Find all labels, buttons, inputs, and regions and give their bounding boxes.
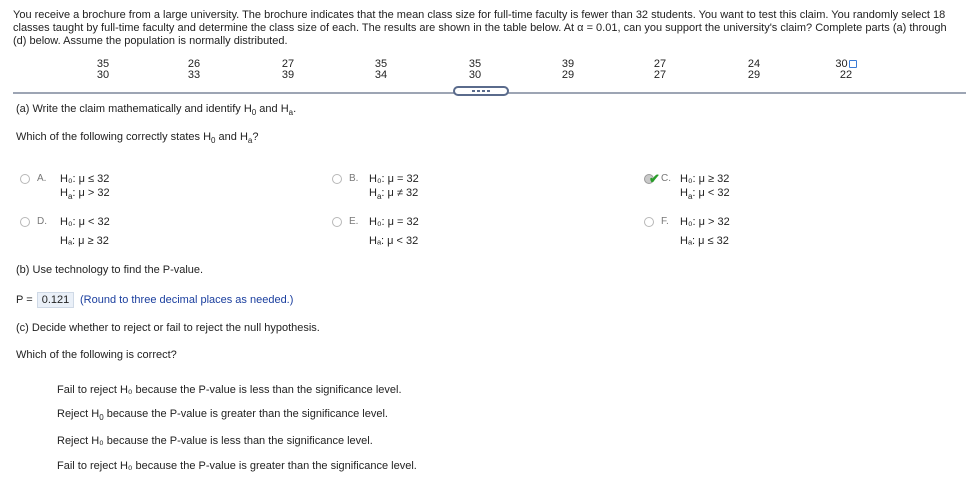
alt-hypothesis: $H_a$: μ ≠ 32 (369, 187, 419, 201)
option-letter: E. (349, 216, 359, 227)
table-column (734, 59, 774, 81)
null-hypothesis: H₀: μ ≤ 32 (60, 173, 110, 185)
radio-button-selected[interactable] (644, 171, 660, 186)
table-cell: 35 (96, 58, 110, 70)
rounding-hint: (Round to three decimal places as needed.) (80, 294, 294, 306)
part-c-question: Which of the following is correct? (16, 349, 177, 361)
table-cell: 35 (468, 58, 482, 70)
p-value-answer[interactable]: 0.121 (37, 292, 74, 308)
table-cell: 35 (374, 58, 388, 70)
part-b-prompt: (b) Use technology to find the P-value. (16, 264, 204, 276)
alt-hypothesis: $H_a$: μ < 32 (680, 187, 730, 201)
null-hypothesis: H₀: μ = 32 (369, 173, 419, 185)
option-letter: B. (349, 173, 359, 184)
alt-hypothesis: Hₐ: μ ≥ 32 (60, 235, 109, 247)
option-letter: F. (661, 216, 669, 227)
table-column (83, 59, 123, 81)
table-cell: 22 (839, 69, 853, 81)
null-hypothesis: H₀: μ < 32 (60, 216, 110, 228)
table-column (826, 59, 866, 81)
radio-button[interactable] (20, 174, 30, 184)
table-cell: 30 (468, 69, 482, 81)
table-column (548, 59, 588, 81)
part-c-prompt: (c) Decide whether to reject or fail to reject the null hypothesis. (16, 322, 320, 334)
checkmark-icon: ✔ (649, 171, 660, 186)
option-letter: A. (37, 173, 47, 184)
table-cell: 39 (561, 58, 575, 70)
expand-button[interactable] (453, 86, 509, 96)
part-a-prompt: (a) Write the claim mathematically and identify $H_0$ and $H_a$. (16, 103, 297, 117)
table-cell: 39 (281, 69, 295, 81)
radio-button[interactable] (332, 174, 342, 184)
null-hypothesis: H₀: μ ≥ 32 (680, 173, 730, 185)
alt-hypothesis: Hₐ: μ ≤ 32 (680, 235, 729, 247)
alt-hypothesis: Hₐ: μ < 32 (369, 235, 419, 247)
table-cell: 29 (747, 69, 761, 81)
null-hypothesis: H₀: μ > 32 (680, 216, 730, 228)
table-cell: 27 (653, 69, 667, 81)
table-column (174, 59, 214, 81)
option-letter: C. (661, 173, 671, 184)
table-cell: 29 (561, 69, 575, 81)
table-column (640, 59, 680, 81)
part-a-question: Which of the following correctly states $H_0$ and $H_a$? (16, 131, 259, 145)
radio-button[interactable] (644, 217, 654, 227)
table-cell: 34 (374, 69, 388, 81)
table-cell: 24 (747, 58, 761, 70)
table-cell: 30 (96, 69, 110, 81)
null-hypothesis: H₀: μ = 32 (369, 216, 419, 228)
decision-choice[interactable]: Reject H₀ because the P-value is less than the significance level. (57, 435, 373, 447)
table-cell: 30 (835, 58, 848, 70)
option-letter: D. (37, 216, 47, 227)
alt-hypothesis: $H_a$: μ > 32 (60, 187, 110, 201)
table-column (268, 59, 308, 81)
decision-choice[interactable]: Fail to reject H₀ because the P-value is greater than the significance level. (57, 460, 417, 472)
table-column (361, 59, 401, 81)
class-size-table (0, 59, 966, 83)
problem-statement: You receive a brochure from a large university. The brochure indicates that the mean class size for full-time faculty is fewer than 32 students. You want to test this claim. You randomly select 18 classes taught by full-time faculty and determine the class size of each. The results are shown in the table below. At α = 0.01, can you support the university's claim? Complete parts (a) through (d) below. Assume the population is normally distributed. (13, 9, 947, 47)
table-cell: 27 (653, 58, 667, 70)
table-cell: 33 (187, 69, 201, 81)
table-cell: 27 (281, 58, 295, 70)
decision-choice[interactable]: Reject $H_0$ because the P-value is greater than the significance level. (57, 408, 388, 422)
table-column (455, 59, 495, 81)
table-cell: 26 (187, 58, 201, 70)
radio-button[interactable] (20, 217, 30, 227)
p-label: P = (16, 294, 33, 306)
copy-table-icon[interactable] (849, 60, 857, 68)
radio-button[interactable] (332, 217, 342, 227)
decision-choice[interactable]: Fail to reject H₀ because the P-value is less than the significance level. (57, 384, 402, 396)
